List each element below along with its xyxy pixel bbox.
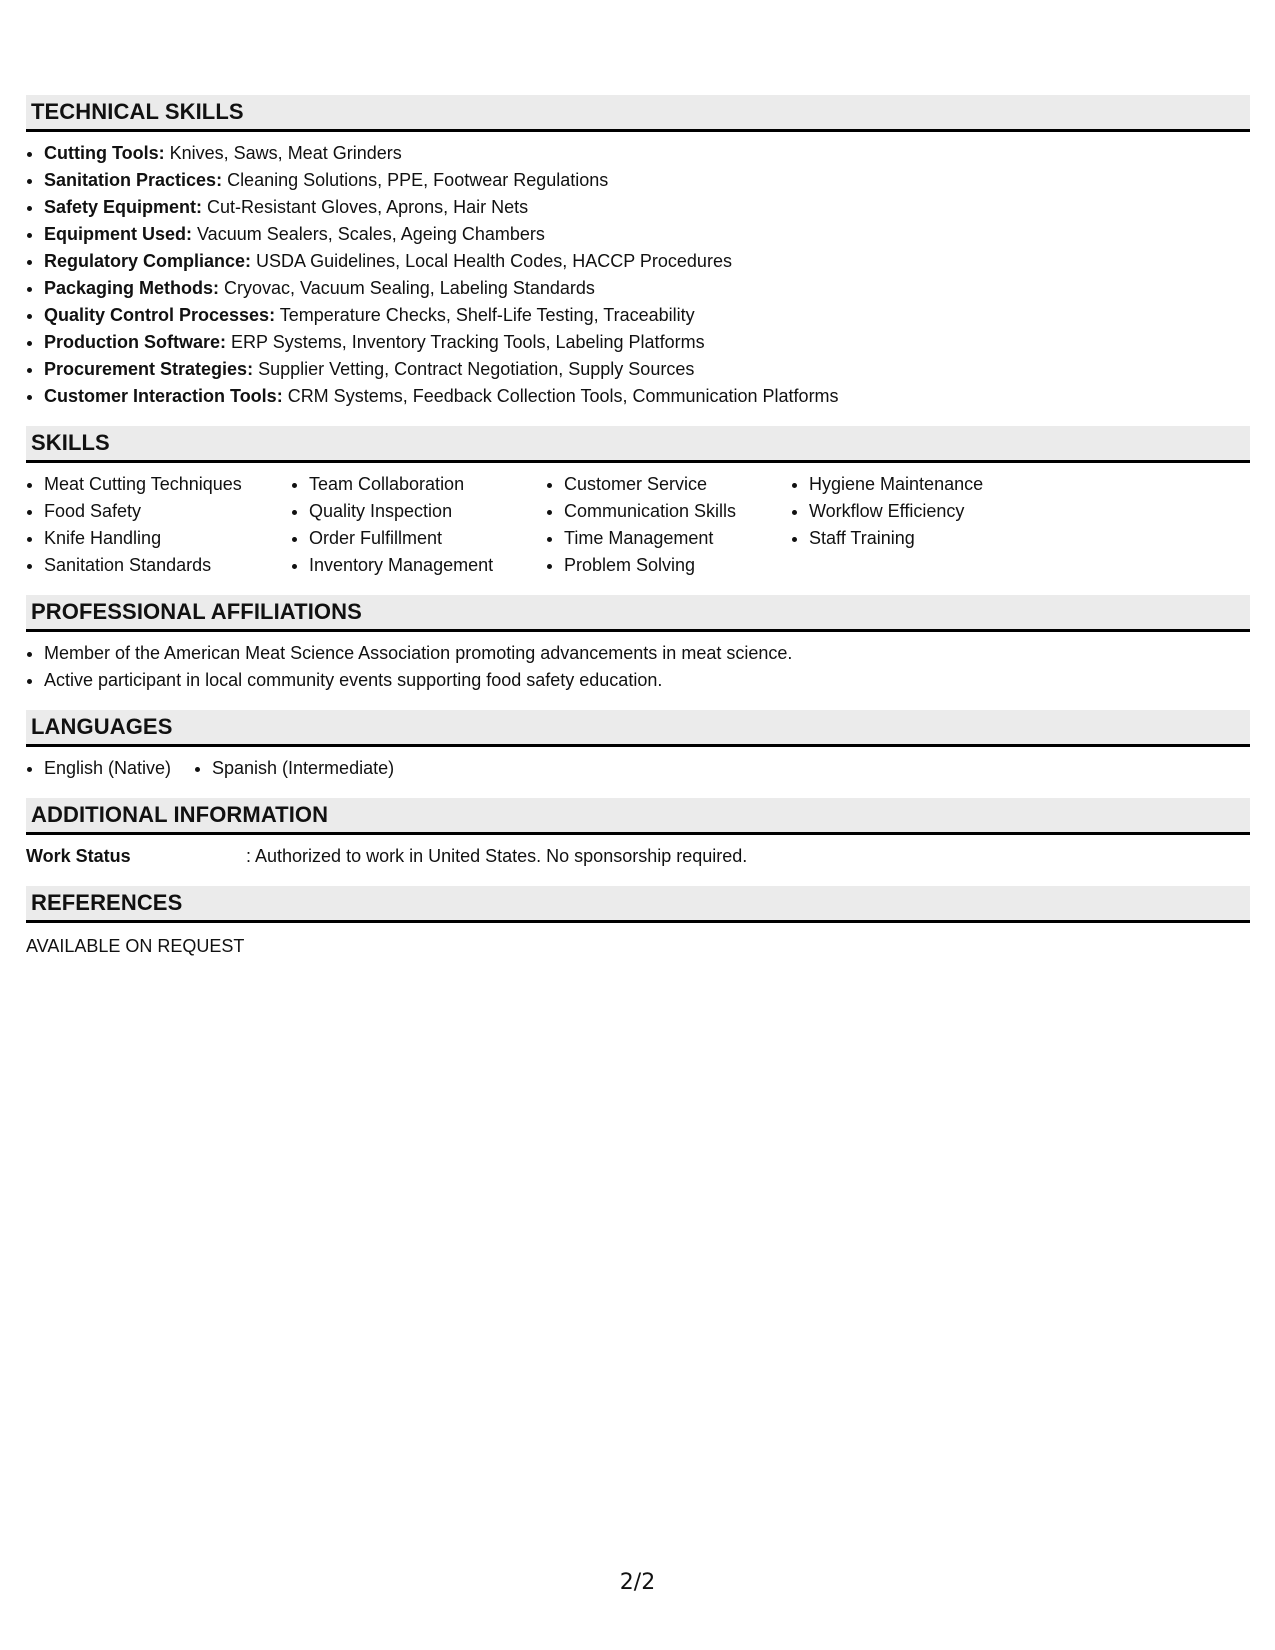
list-item: • Time Management [564,525,779,552]
skill-value: CRM Systems, Feedback Collection Tools, Communication Platforms [282,386,839,406]
list-item: • Member of the American Meat Science Association promoting advancements in meat science. [44,640,1250,667]
skills-column [791,471,1049,579]
skill-label: Production Software: [44,332,227,352]
list-item: • Inventory Management [309,552,534,579]
page-number: 2/2 [619,1570,656,1595]
skill-value: Cryovac, Vacuum Sealing, Labeling Standards [219,278,595,298]
references-text: AVAILABLE ON REQUEST [26,936,245,956]
list-item: • Sanitation Standards [44,552,279,579]
list-item [44,356,1250,383]
list-item: • Quality Inspection [309,498,534,525]
list-item: • Spanish (Intermediate) [212,755,452,782]
work-status-row [26,843,1250,870]
skill-value: ERP Systems, Inventory Tracking Tools, Labeling Platforms [226,332,705,352]
skill-label: Customer Interaction Tools: [44,386,283,406]
list-item: • English (Native) [44,755,194,782]
skill-label: Quality Control Processes: [44,305,276,325]
list-item: • Food Safety [44,498,279,525]
list-item: • Staff Training [809,525,1049,552]
skill-label: Sanitation Practices: [44,170,223,190]
work-status-value: : Authorized to work in United States. No sponsorship required. [246,846,748,866]
resume-page [26,95,1250,960]
skills-column [546,471,779,579]
list-item [44,221,1250,248]
skill-label: Procurement Strategies: [44,359,254,379]
skill-value: Supplier Vetting, Contract Negotiation, Supply Sources [253,359,695,379]
list-item [44,167,1250,194]
skill-value: Vacuum Sealers, Scales, Ageing Chambers [192,224,545,244]
list-item [44,248,1250,275]
skill-value: USDA Guidelines, Local Health Codes, HACCP Procedures [251,251,732,271]
list-item [44,275,1250,302]
list-item: • Team Collaboration [309,471,534,498]
list-item [44,329,1250,356]
technical-skills-list [26,140,1250,410]
additional-info-heading: ADDITIONAL INFORMATION [26,798,1250,835]
work-status-label: Work Status [26,846,131,866]
list-item: • Order Fulfillment [309,525,534,552]
skill-label: Equipment Used: [44,224,193,244]
list-item [44,140,1250,167]
affiliations-heading: PROFESSIONAL AFFILIATIONS [26,595,1250,632]
list-item [44,383,1250,410]
languages-list [26,755,1250,782]
skill-label: Safety Equipment: [44,197,203,217]
list-item [44,194,1250,221]
skill-label: Regulatory Compliance: [44,251,252,271]
skill-label: Cutting Tools: [44,143,165,163]
list-item: • Communication Skills [564,498,779,525]
skill-value: Cleaning Solutions, PPE, Footwear Regulations [222,170,609,190]
skills-grid [26,471,1250,579]
list-item [44,302,1250,329]
skill-label: Packaging Methods: [44,278,220,298]
technical-skills-heading: TECHNICAL SKILLS [26,95,1250,132]
skills-heading: SKILLS [26,426,1250,463]
skills-column [26,471,279,579]
skill-value: Temperature Checks, Shelf-Life Testing, Traceability [275,305,695,325]
references-heading: REFERENCES [26,886,1250,923]
languages-heading: LANGUAGES [26,710,1250,747]
list-item: • Meat Cutting Techniques [44,471,279,498]
skill-value: Cut-Resistant Gloves, Aprons, Hair Nets [202,197,529,217]
list-item: • Active participant in local community events supporting food safety education. [44,667,1250,694]
languages-column [194,755,452,782]
skill-value: Knives, Saws, Meat Grinders [164,143,402,163]
list-item: • Knife Handling [44,525,279,552]
skills-column [291,471,534,579]
languages-column [26,755,194,782]
list-item: • Hygiene Maintenance [809,471,1049,498]
list-item: • Problem Solving [564,552,779,579]
list-item: • Customer Service [564,471,779,498]
list-item: • Workflow Efficiency [809,498,1049,525]
affiliations-list [26,640,1250,694]
